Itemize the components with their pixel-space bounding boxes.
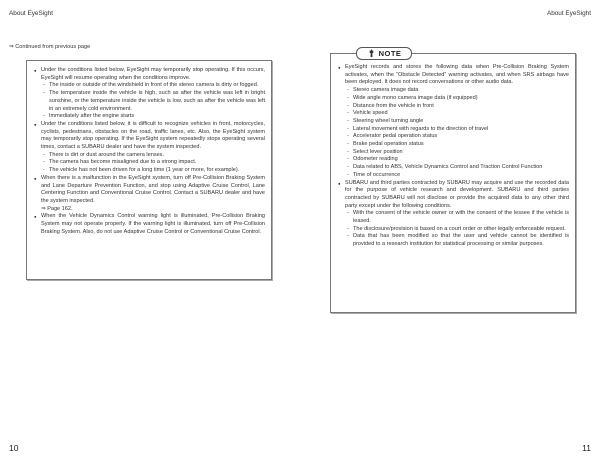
note-box [330, 53, 576, 313]
bullet-text: EyeSight records and stores the following data when Pre-Collision Braking System activates, when the “Obstacle Detected” warning activates, and when SRS airbags have been deployed. It does not record conversations or other audio data. [345, 64, 569, 86]
right-page-number: 11 [582, 443, 591, 453]
caution-bullet-4 [34, 213, 265, 236]
caution-box [26, 60, 272, 280]
sub-item: - Stereo camera image data [345, 87, 569, 95]
sub-list [41, 152, 265, 175]
caution-box-content [27, 61, 271, 242]
sub-item: - The disclosure/provision is based on a court order or other legally enforceable request. [345, 226, 569, 234]
note-tag [356, 47, 412, 60]
sub-item: - Data that has been modified so that the user and vehicle cannot be identified is provided to a research institution for statistical processing or similar purposes. [345, 233, 569, 248]
bullet-text: When the Vehicle Dynamics Control warning light is illuminated, Pre-Collision Braking System may not operate properly. If the warning light is illuminated, turn off Pre-Collision Braking System. Also, do not use Adaptive Cruise Control or Conventional Cruise Control. [41, 213, 265, 235]
note-box-content [331, 54, 575, 255]
sub-item: - Lateral movement with regards to the direction of travel [345, 126, 569, 134]
note-label: NOTE [378, 49, 402, 58]
sub-item: - Select lever position [345, 149, 569, 157]
sub-item: - Brake pedal operation status [345, 141, 569, 149]
caution-bullet-2 [34, 121, 265, 175]
sub-list [41, 82, 265, 121]
right-running-header: About EyeSight [546, 10, 591, 17]
note-bullet-1 [338, 64, 569, 180]
note-bullet-list [338, 64, 569, 249]
sub-item: - Steering wheel turning angle [345, 118, 569, 126]
left-page-number: 10 [9, 443, 19, 453]
caution-bullet-3 [34, 175, 265, 214]
sub-item: - Odometer reading [345, 156, 569, 164]
sub-item: - Vehicle speed [345, 110, 569, 118]
recorded-data-list [345, 87, 569, 179]
note-bullet-2 [338, 180, 569, 249]
page-reference-link[interactable]: ⇒ Page 162. [41, 205, 73, 212]
bullet-text: When there is a malfunction in the EyeSight system, turn off Pre-Collision Braking System and Lane Departure Prevention Function, and stop using Adaptive Cruise Control, Lane Centering Function and Conventional Cruise Control. Contact a SUBARU dealer and have the system inspected. [41, 174, 265, 204]
left-running-header: About EyeSight [9, 10, 54, 17]
caution-bullet-list [34, 67, 265, 236]
sub-item: - With the consent of the vehicle owner or with the consent of the lessee if the vehicle is leased. [345, 210, 569, 225]
note-hand-icon [367, 49, 376, 58]
sub-item: - Distance from the vehicle in front [345, 103, 569, 111]
sub-item: - The vehicle has not been driven for a long time (1 year or more, for example). [41, 167, 265, 175]
sub-item: - There is dirt or dust around the camera lenses. [41, 152, 265, 160]
bullet-text: SUBARU and third parties contracted by SUBARU may acquire and use the recorded data for the purpose of vehicle research and development. SUBARU and third parties contracted by SUBARU will not disclose or provide the acquired data to any other third party except under the following conditions. [345, 179, 569, 209]
sub-item: - Data related to ABS, Vehicle Dynamics Control and Traction Control Function [345, 164, 569, 172]
sub-item: - Accelerator pedal operation status [345, 133, 569, 141]
bullet-text: Under the conditions listed below, EyeSight may temporarily stop operating. If this occurs, EyeSight will resume operating when the conditions improve. [41, 67, 265, 81]
continued-indicator: ⇒ Continued from previous page [9, 44, 91, 50]
sub-item: - The temperature inside the vehicle is high, such as after the vehicle was left in bright sunshine, or the temperature inside the vehicle is low, such as after the vehicle was left in an extremely cold environment. [41, 90, 265, 113]
sub-item: - The inside or outside of the windshield in front of the stereo camera is dirty or fogged. [41, 82, 265, 90]
disclosure-conditions-list [345, 210, 569, 249]
sub-item: - Immediately after the engine starts [41, 113, 265, 121]
bullet-text: Under the conditions listed below, it is difficult to recognize vehicles in front, motorcycles, cyclists, pedestrians, obstacles on the road, traffic lanes, etc. Also, the EyeSight system may temporarily stop operating. If the EyeSight system repeatedly stops operating several times, contact a SUBARU dealer and have the system inspected. [41, 120, 265, 151]
sub-item: - The camera has become misaligned due to a strong impact. [41, 159, 265, 167]
sub-item: - Wide angle mono camera image data (if equipped) [345, 95, 569, 103]
sub-item: - Time of occurrence [345, 172, 569, 180]
caution-bullet-1 [34, 67, 265, 121]
